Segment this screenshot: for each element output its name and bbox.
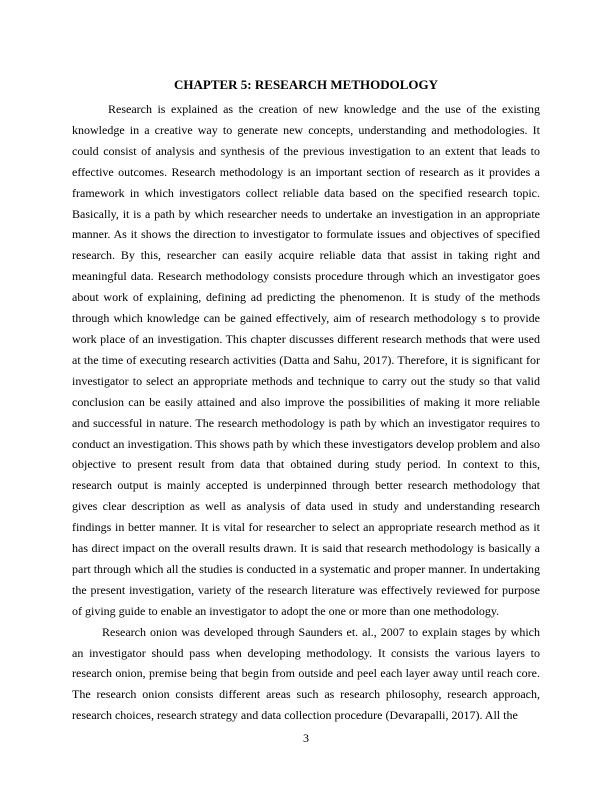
body-text bbox=[72, 99, 540, 726]
paragraph-introduction: Research is explained as the creation of new knowledge and the use of the existing knowledge in a creative way to generate new concepts, understanding and methodologies. It could consist of analysis and synthesis of the previous investigation to an extent that leads to effective outcomes. Research methodology is an important section of research as it provides a framework in which investigators collect reliable data based on the specified research topic. Basically, it is a path by which researcher needs to undertake an investigation in an appropriate manner. As it shows the direction to investigator to formulate issues and objectives of specified research. By this, researcher can easily acquire reliable data that assist in taking right and meaningful data. Research methodology consists procedure through which an investigator goes about work of explaining, defining ad predicting the phenomenon. It is study of the methods through which knowledge can be gained effectively, aim of research methodology s to provide work place of an investigation. This chapter discusses different research methods that were used at the time of executing research activities (Datta and Sahu, 2017). Therefore, it is significant for investigator to select an appropriate methods and technique to carry out the study so that valid conclusion can be easily attained and also improve the possibilities of making it more reliable and successful in nature. The research methodology is path by which an investigator requires to conduct an investigation. This shows path by which these investigators develop problem and also objective to present result from data that obtained during study period. In context to this, research output is mainly accepted is underpinned through better research methodology that gives clear description as well as analysis of data used in study and understanding research findings in better manner. It is vital for researcher to select an appropriate research method as it has direct impact on the overall results drawn. It is said that research methodology is basically a part through which all the studies is conducted in a systematic and proper manner. In undertaking the present investigation, variety of the research literature was effectively reviewed for purpose of giving guide to enable an investigator to adopt the one or more than one methodology. bbox=[72, 102, 540, 618]
paragraph-research-onion: Research onion was developed through Saunders et. al., 2007 to explain stages by which an investigator should pass when developing methodology. It consists the various layers to research onion, premise being that begin from outside and peel each layer away until reach core. The research onion consists different areas such as research philosophy, research approach, research choices, research strategy and data collection procedure (Devarapalli, 2017). All the bbox=[72, 624, 540, 723]
chapter-title: CHAPTER 5: RESEARCH METHODOLOGY bbox=[174, 77, 438, 92]
page-number: 3 bbox=[303, 731, 309, 745]
